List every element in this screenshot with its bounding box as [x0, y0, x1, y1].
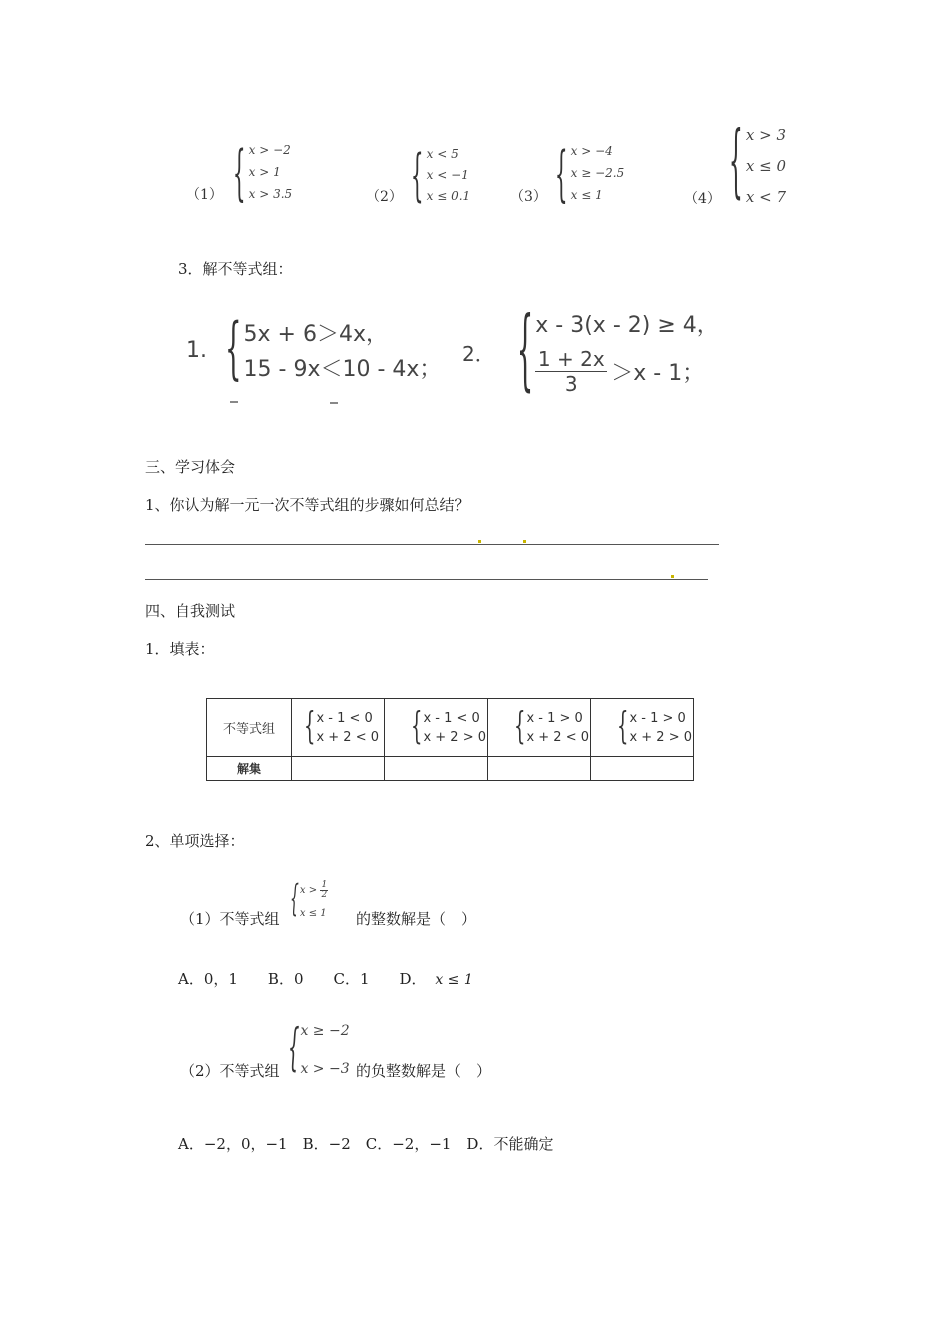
section3-question: 1、你认为解一元一次不等式组的步骤如何总结？ [145, 496, 470, 514]
brace-icon: { [516, 301, 534, 403]
q3-system-2 [462, 301, 719, 403]
system-2-line-2: x < −1 [426, 168, 469, 182]
system-4-label: （4） [684, 191, 721, 207]
section4-title: 四、自我测试 [145, 602, 236, 620]
q3-system-2-label: 2． [462, 341, 495, 366]
brace-icon: { [554, 137, 568, 209]
brace-icon: { [232, 136, 246, 208]
table-cell-system-1 [292, 699, 385, 757]
brace-icon: { [410, 141, 424, 209]
system-3-line-3: x ≤ 1 [570, 188, 603, 202]
brace-icon: { [304, 704, 316, 749]
cropped-fragment [330, 402, 338, 408]
brace-icon: { [514, 704, 526, 749]
choice-q2-line-2: x > −3 [300, 1061, 350, 1077]
choice-q1-line-1 [300, 881, 328, 900]
table-solution-cell[interactable] [385, 757, 488, 781]
table-system-2-line-1: x - 1 < 0 [423, 710, 480, 726]
choice-q1-line-2: x ≤ 1 [299, 908, 327, 919]
choice-q1-prefix: （1）不等式组 [180, 910, 280, 928]
system-2-line-3: x ≤ 0.1 [426, 189, 471, 203]
table-solution-cell[interactable] [488, 757, 591, 781]
table-system-4-line-1: x - 1 > 0 [629, 710, 686, 726]
answer-line-mark [478, 540, 481, 543]
brace-icon: { [617, 704, 629, 749]
system-1-line-3: x > 3.5 [248, 187, 293, 201]
table-solution-cell[interactable] [591, 757, 694, 781]
q3-system-1-line-1: 5x + 6＞4x， [243, 322, 388, 347]
answer-line-2[interactable] [145, 579, 708, 580]
choice-q2-line-1: x ≥ −2 [300, 1023, 350, 1039]
table-cell-system-3 [488, 699, 591, 757]
choice-heading: 2、单项选择： [145, 832, 245, 850]
table-system-2-line-2: x + 2 > 0 [423, 729, 487, 745]
table-system-4-line-2: x + 2 > 0 [629, 729, 693, 745]
q3-fraction-rest: ＞x - 1； [611, 361, 705, 386]
fill-table [206, 698, 694, 781]
system-3-line-1: x > −4 [570, 144, 613, 158]
table-cell-system-4 [591, 699, 694, 757]
choice-q1-frac-den: 2 [321, 890, 328, 900]
choice-q1-frac-num: 1 [321, 880, 328, 890]
choice-q2-prefix: （2）不等式组 [180, 1062, 280, 1080]
table-system-3-line-1: x - 1 > 0 [526, 710, 583, 726]
answer-line-mark [671, 575, 674, 578]
system-3-label: （3） [510, 189, 547, 205]
choice-q2-suffix: 的负整数解是（ ） [356, 1062, 492, 1080]
cropped-fragment [230, 401, 238, 407]
choice-q1-option-d: x ≤ 1 [435, 972, 473, 988]
system-1-label: （1） [186, 187, 223, 203]
system-1-line-2: x > 1 [248, 165, 281, 179]
q3-system-1-line-2: 15 - 9x＜10 - 4x； [243, 357, 442, 382]
table-system-1-line-1: x - 1 < 0 [316, 710, 373, 726]
q3-heading: 3．解不等式组： [178, 260, 293, 278]
q3-fraction-denominator: 3 [564, 372, 578, 396]
system-2 [366, 141, 471, 209]
choice-q2-system [288, 1019, 350, 1078]
q3-system-2-line-2 [535, 347, 718, 396]
section3-title: 三、学习体会 [145, 458, 236, 476]
answer-line-mark [523, 540, 526, 543]
q3-fraction-numerator: 1 + 2x [537, 347, 605, 371]
table-cell-system-2 [385, 699, 488, 757]
brace-icon: { [728, 119, 743, 210]
system-3-line-2: x ≥ −2.5 [570, 166, 625, 180]
system-4-line-2: x ≤ 0 [745, 157, 787, 175]
system-4-line-3: x < 7 [745, 188, 787, 206]
choice-q1-options [178, 968, 473, 989]
choice-q2-options: A．−2，0，−1 B．−2 C．−2，−1 D．不能确定 [178, 1135, 554, 1153]
table-system-1-line-2: x + 2 < 0 [316, 729, 380, 745]
table-solution-cell[interactable] [292, 757, 385, 781]
table-header-solution: 解集 [207, 757, 292, 781]
choice-q1-suffix: 的整数解是（ ） [356, 910, 477, 928]
system-2-label: （2） [366, 189, 403, 205]
system-1 [186, 136, 293, 208]
brace-icon: { [411, 704, 423, 749]
table-system-3-line-2: x + 2 < 0 [526, 729, 590, 745]
table-header-system: 不等式组 [207, 699, 292, 757]
system-1-line-1: x > −2 [248, 143, 291, 157]
choice-q1-system [290, 880, 328, 920]
answer-line-1[interactable] [145, 544, 719, 545]
system-3 [510, 137, 625, 209]
choice-q1-line-1-lhs: x > [299, 885, 318, 896]
system-4 [684, 119, 787, 210]
brace-icon: { [225, 311, 242, 389]
choice-q1-options-text: A．0，1 B．0 C．1 D． [178, 970, 427, 988]
brace-icon: { [290, 879, 299, 921]
q3-system-1 [186, 311, 442, 389]
q3-system-1-label: 1. [186, 337, 207, 363]
fill-table-heading: 1．填表： [145, 640, 215, 658]
system-2-line-1: x < 5 [426, 147, 459, 161]
system-4-line-1: x > 3 [745, 126, 787, 144]
brace-icon: { [288, 1019, 300, 1078]
q3-system-2-line-1: x - 3(x - 2) ≥ 4， [535, 313, 719, 338]
